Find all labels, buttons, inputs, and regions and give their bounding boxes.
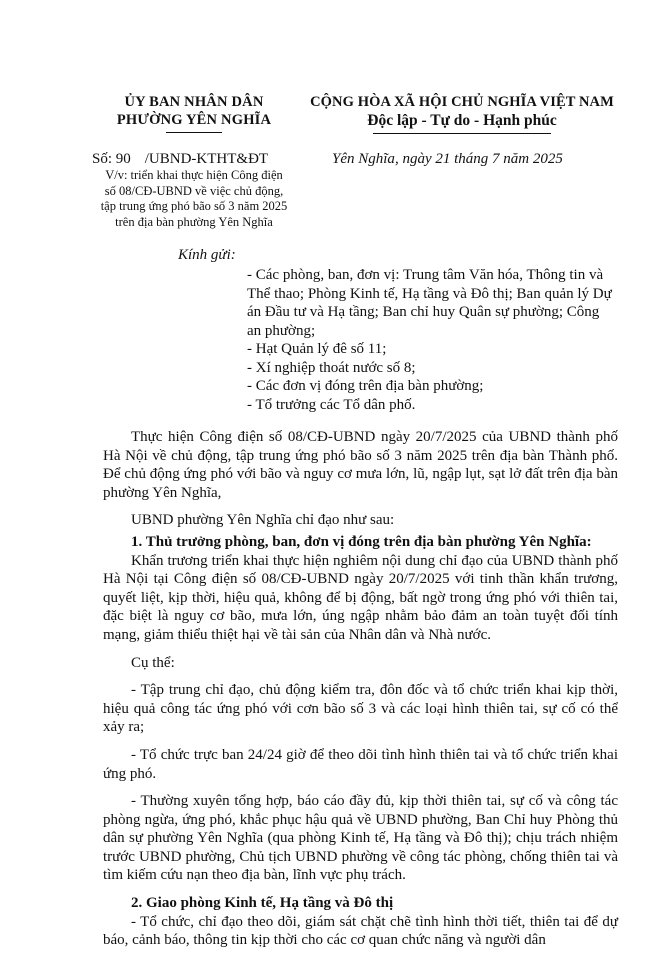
country-name: CỘNG HÒA XÃ HỘI CHỦ NGHĨA VIỆT NAM (310, 94, 614, 110)
date-year: 2025 (532, 151, 563, 167)
recipients-list (247, 266, 617, 414)
directive-paragraph: UBND phường Yên Nghĩa chỉ đạo như sau: (131, 512, 395, 529)
authority-line-1: ỦY BAN NHÂN DÂN (124, 94, 264, 110)
issuing-authority (60, 93, 328, 133)
national-motto (292, 93, 632, 134)
subject-line: tập trung ứng phó bão số 3 năm 2025 (100, 199, 288, 213)
date-place: Yên Nghĩa (332, 151, 395, 167)
intro-paragraph: Thực hiện Công điện số 08/CĐ-UBND ngày 20/7/2025 của UBND thành phố Hà Nội về chủ động, tập trung ứng phó bão số 3 năm 2025 trên địa bàn Thành phố. Để chủ động ứng phó với bão và nguy cơ mưa lớn, lũ, ngập lụt, sạt lở đất trên địa bàn phường Yên Nghĩa, (103, 429, 618, 501)
motto: Độc lập - Tự do - Hạnh phúc (367, 112, 557, 129)
section-1-paragraph: Khẩn trương triển khai thực hiện nghiêm nội dung chỉ đạo của UBND thành phố Hà Nội tại Công điện số 08/CĐ-UBND ngày 20/7/2025 với tinh thần khẩn trương, quyết liệt, kịp thời, hiệu quả, không để bị động, bất ngờ trong ứng phó với thiên tai, đặc biệt là nguy cơ bão, mưa lớn, úng ngập nhằm bảo đảm an toàn tuyệt đối tính mạng, giảm thiểu thiệt hại về tài sản của Nhân dân và Nhà nước. (103, 552, 618, 643)
authority-line-2: PHƯỜNG YÊN NGHĨA (116, 112, 272, 128)
bullet-paragraph: - Thường xuyên tổng hợp, báo cáo đầy đủ, kịp thời thiên tai, sự cố và công tác phòng ngừa, ứng phó, khắc phục hậu quả về UBND phường, Ban Chỉ huy Phòng thủ dân sự phường Yên Nghĩa (qua phòng Kinh tế, Hạ tầng và Đô thị); chịu trách nhiệm trước UBND phường, Chủ tịch UBND phường về công tác phòng, chống thiên tai và tìm kiếm cứu nạn theo địa bàn, lĩnh vực phụ trách. (103, 793, 618, 884)
recipient-item: - Xí nghiệp thoát nước số 8; (247, 359, 416, 376)
subject-line: V/v: triển khai thực hiện Công điện (105, 168, 283, 182)
section-2-title: 2. Giao phòng Kinh tế, Hạ tầng và Đô thị (131, 895, 394, 912)
document-number (92, 150, 268, 168)
recipient-item: - Các phòng, ban, đơn vị: Trung tâm Văn hóa, Thông tin và Thể thao; Phòng Kinh tế, Hạ tầng và Đô thị; Ban quản lý Dự án Đầu tư và Hạ tầng; Ban chỉ huy Quân sự phường; Công an phường; (247, 267, 612, 339)
recipients-heading: Kính gửi: (178, 247, 236, 263)
motto-underline (373, 133, 551, 134)
specifics-label: Cụ thể: (131, 654, 175, 671)
date-day: 21 (435, 151, 451, 167)
recipient-item: - Hạt Quản lý đê số 11; (247, 341, 387, 357)
date-year-label: năm (499, 151, 533, 167)
date-day-label: , ngày (394, 151, 436, 167)
bullet-paragraph: - Tập trung chỉ đạo, chủ động kiểm tra, đôn đốc và tổ chức triển khai kịp thời, hiệu quả công tác ứng phó với cơn bão số 3 và các loại hình thiên tai, sự cố có thể xảy ra; (103, 682, 618, 736)
section-2-paragraph: - Tổ chức, chỉ đạo theo dõi, giám sát chặt chẽ tình hình thời tiết, thiên tai để dự báo, cảnh báo, thông tin kịp thời cho các cơ quan chức năng và người dân (103, 913, 618, 949)
recipient-item: - Các đơn vị đóng trên địa bàn phường; (247, 378, 484, 394)
date-line (332, 150, 563, 168)
bullet-paragraph: - Tổ chức trực ban 24/24 giờ để theo dõi tình hình thiên tai và tổ chức triển khai ứng phó. (103, 746, 618, 782)
authority-underline (166, 132, 222, 133)
subject-line: trên địa bàn phường Yên Nghĩa (115, 214, 273, 229)
date-month: 7 (492, 151, 500, 167)
document-number-prefix: Số: 90 (92, 151, 131, 167)
recipient-item: - Tổ trưởng các Tổ dân phố. (247, 396, 416, 413)
document-number-code: /UBND-KTHT&ĐT (144, 151, 269, 167)
subject-line: số 08/CĐ-UBND về việc chủ động, (104, 183, 284, 198)
date-month-label: tháng (450, 151, 493, 167)
document-body (103, 428, 618, 950)
document-subject (60, 168, 328, 230)
section-1-title: 1. Thủ trưởng phòng, ban, đơn vị đóng trên địa bàn phường Yên Nghĩa: (131, 533, 592, 550)
